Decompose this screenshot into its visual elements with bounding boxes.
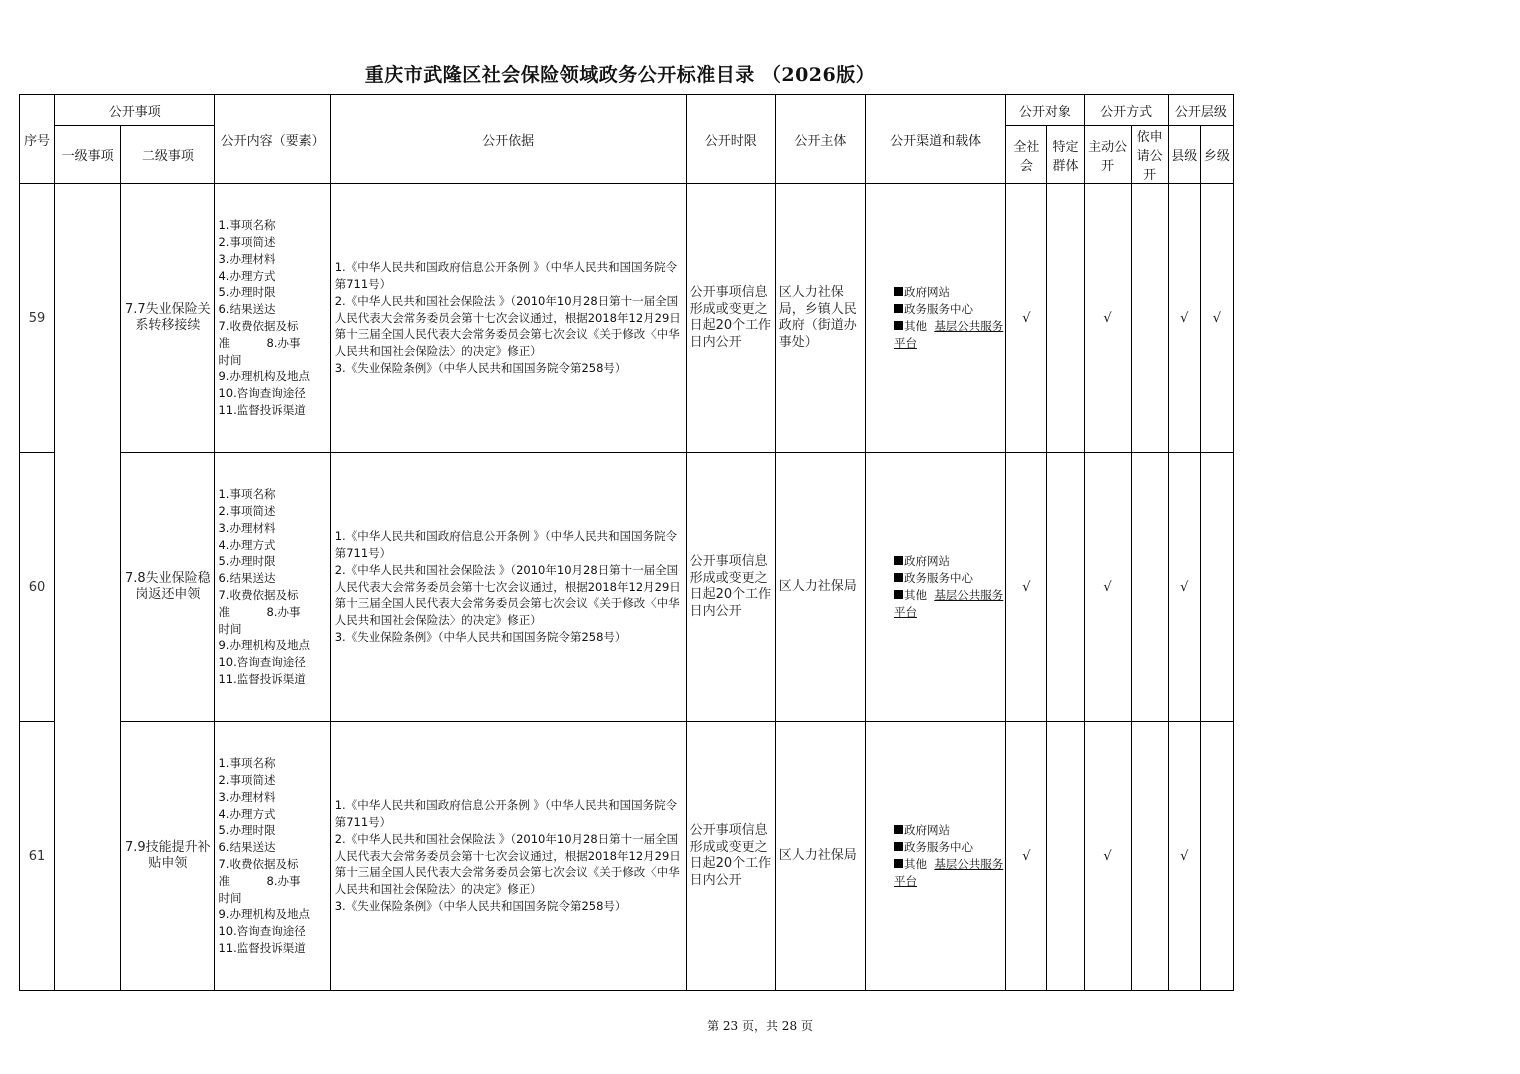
target-specific-mark	[1047, 453, 1084, 722]
element-item: 1.事项名称	[218, 487, 276, 502]
channel-other-label: 其他	[904, 588, 927, 602]
element-item: 10.咨询查询途径	[218, 386, 306, 401]
header-matters: 公开事项	[55, 95, 215, 126]
element-item: 3.办理材料	[218, 789, 276, 804]
element-item: 准 8.办事	[218, 873, 301, 888]
method-apply-mark	[1131, 184, 1168, 453]
row-seq: 61	[20, 722, 55, 991]
channel-item: 政务服务中心	[904, 840, 973, 855]
level1-cell	[55, 184, 121, 991]
checkbox-filled-icon	[894, 825, 903, 834]
header-method-active: 主动公开	[1084, 126, 1131, 184]
level-county-mark: √	[1168, 453, 1200, 722]
element-item: 3.办理材料	[218, 251, 276, 266]
element-item: 11.监督投诉渠道	[218, 940, 306, 955]
basis-item: 2.《中华人民共和国社会保险法 》（2010年10月28日第十一届全国人民代表大会常务委员会第十七次会议通过，根据2018年12月29日第十三届全国人民代表大会常务委员会第七次会议《关于修改〈中华人民共和国社会保险法〉的决定》修正）	[334, 562, 681, 628]
row-subject: 区人力社保局	[775, 722, 865, 991]
checkbox-filled-icon	[894, 287, 903, 296]
element-item: 时间	[218, 621, 242, 636]
header-target-specific: 特定群体	[1047, 126, 1084, 184]
element-item: 时间	[218, 890, 242, 905]
checkbox-filled-icon	[894, 859, 903, 868]
row-seq: 59	[20, 184, 55, 453]
level-town-mark: √	[1200, 184, 1233, 453]
element-item: 3.办理材料	[218, 520, 276, 535]
basis-item: 1.《中华人民共和国政府信息公开条例 》（中华人民共和国国务院令第711号）	[334, 260, 678, 291]
element-item: 2.事项简述	[218, 504, 276, 519]
row-level2: 7.7失业保险关系转移接续	[121, 184, 215, 453]
element-item: 10.咨询查询途径	[218, 924, 306, 939]
method-apply-mark	[1131, 722, 1168, 991]
element-item: 9.办理机构及地点	[218, 907, 310, 922]
element-item: 7.收费依据及标	[218, 319, 299, 333]
element-item: 7.收费依据及标	[218, 588, 299, 602]
element-item: 4.办理方式	[218, 537, 276, 552]
basis-item: 3.《失业保险条例》（中华人民共和国国务院令第258号）	[334, 898, 627, 913]
channel-item: 政府网站	[904, 554, 950, 569]
basis-item: 1.《中华人民共和国政府信息公开条例 》（中华人民共和国国务院令第711号）	[334, 529, 678, 560]
checkbox-filled-icon	[894, 590, 903, 599]
table-row	[20, 453, 1234, 722]
channel-item: 政务服务中心	[904, 302, 973, 317]
method-active-mark: √	[1084, 184, 1131, 453]
row-subject: 区人力社保局	[775, 453, 865, 722]
channel-other: 基层公共服务平台	[894, 857, 1004, 888]
channel-other: 基层公共服务平台	[894, 319, 1004, 350]
element-item: 4.办理方式	[218, 268, 276, 283]
element-item: 6.结果送达	[218, 302, 276, 317]
element-item: 6.结果送达	[218, 840, 276, 855]
basis-item: 1.《中华人民共和国政府信息公开条例 》（中华人民共和国国务院令第711号）	[334, 798, 678, 829]
header-method-apply: 依申请公开	[1131, 126, 1168, 184]
header-basis: 公开依据	[330, 95, 686, 184]
element-item: 9.办理机构及地点	[218, 369, 310, 384]
row-basis	[330, 184, 686, 453]
row-channels	[866, 722, 1006, 991]
row-level2: 7.9技能提升补贴申领	[121, 722, 215, 991]
channel-other: 基层公共服务平台	[894, 588, 1004, 619]
element-item: 5.办理时限	[218, 823, 276, 838]
element-item: 准 8.办事	[218, 604, 301, 619]
target-all-mark: √	[1006, 722, 1047, 991]
row-channels	[866, 453, 1006, 722]
row-channels	[866, 184, 1006, 453]
header-time-limit: 公开时限	[686, 95, 775, 184]
basis-item: 2.《中华人民共和国社会保险法 》（2010年10月28日第十一届全国人民代表大会常务委员会第十七次会议通过，根据2018年12月29日第十三届全国人民代表大会常务委员会第七次会议《关于修改〈中华人民共和国社会保险法〉的决定》修正）	[334, 831, 681, 897]
row-time-limit: 公开事项信息形成或变更之日起20个工作日内公开	[686, 453, 775, 722]
level-town-mark	[1200, 722, 1233, 991]
method-apply-mark	[1131, 453, 1168, 722]
checkbox-filled-icon	[894, 573, 903, 582]
element-item: 1.事项名称	[218, 756, 276, 771]
element-item: 时间	[218, 352, 242, 367]
element-item: 9.办理机构及地点	[218, 638, 310, 653]
header-level-county: 县级	[1168, 126, 1200, 184]
channel-item: 政务服务中心	[904, 571, 973, 586]
header-target-all: 全社会	[1006, 126, 1047, 184]
target-all-mark: √	[1006, 453, 1047, 722]
table-row	[20, 722, 1234, 991]
page-title: 重庆市武隆区社会保险领域政务公开标准目录 （2026版）	[364, 64, 876, 86]
level-county-mark: √	[1168, 722, 1200, 991]
header-level2: 二级事项	[121, 126, 215, 184]
target-specific-mark	[1047, 722, 1084, 991]
page-footer: 第 23 页，共 28 页	[707, 1019, 813, 1033]
row-elements	[215, 453, 330, 722]
channel-item: 政府网站	[904, 823, 950, 838]
basis-item: 2.《中华人民共和国社会保险法 》（2010年10月28日第十一届全国人民代表大会常务委员会第十七次会议通过，根据2018年12月29日第十三届全国人民代表大会常务委员会第七次会议《关于修改〈中华人民共和国社会保险法〉的决定》修正）	[334, 293, 681, 359]
row-elements	[215, 184, 330, 453]
element-item: 2.事项简述	[218, 773, 276, 788]
element-item: 4.办理方式	[218, 806, 276, 821]
element-item: 2.事项简述	[218, 235, 276, 250]
row-level2: 7.8失业保险稳岗返还申领	[121, 453, 215, 722]
method-active-mark: √	[1084, 722, 1131, 991]
row-subject: 区人力社保局，乡镇人民政府（街道办事处）	[775, 184, 865, 453]
element-item: 11.监督投诉渠道	[218, 671, 306, 686]
element-item: 5.办理时限	[218, 554, 276, 569]
header-content: 公开内容（要素）	[215, 95, 330, 184]
checkbox-filled-icon	[894, 842, 903, 851]
row-elements	[215, 722, 330, 991]
row-basis	[330, 453, 686, 722]
element-item: 准 8.办事	[218, 335, 301, 350]
target-specific-mark	[1047, 184, 1084, 453]
header-target: 公开对象	[1006, 95, 1084, 126]
header-subject: 公开主体	[775, 95, 865, 184]
checkbox-filled-icon	[894, 304, 903, 313]
level-county-mark: √	[1168, 184, 1200, 453]
checkbox-filled-icon	[894, 321, 903, 330]
basis-item: 3.《失业保险条例》（中华人民共和国国务院令第258号）	[334, 360, 627, 375]
header-level: 公开层级	[1168, 95, 1233, 126]
element-item: 11.监督投诉渠道	[218, 402, 306, 417]
header-method: 公开方式	[1084, 95, 1168, 126]
catalog-table	[19, 94, 1234, 991]
row-time-limit: 公开事项信息形成或变更之日起20个工作日内公开	[686, 184, 775, 453]
row-seq: 60	[20, 453, 55, 722]
channel-other-label: 其他	[904, 857, 927, 871]
basis-item: 3.《失业保险条例》（中华人民共和国国务院令第258号）	[334, 629, 627, 644]
level-town-mark	[1200, 453, 1233, 722]
element-item: 7.收费依据及标	[218, 857, 299, 871]
row-time-limit: 公开事项信息形成或变更之日起20个工作日内公开	[686, 722, 775, 991]
checkbox-filled-icon	[894, 556, 903, 565]
target-all-mark: √	[1006, 184, 1047, 453]
header-seq: 序号	[20, 95, 55, 184]
element-item: 1.事项名称	[218, 218, 276, 233]
channel-other-label: 其他	[904, 319, 927, 333]
method-active-mark: √	[1084, 453, 1131, 722]
header-level1: 一级事项	[55, 126, 121, 184]
header-channels: 公开渠道和载体	[866, 95, 1006, 184]
element-item: 5.办理时限	[218, 285, 276, 300]
header-level-town: 乡级	[1200, 126, 1233, 184]
row-basis	[330, 722, 686, 991]
element-item: 10.咨询查询途径	[218, 655, 306, 670]
channel-item: 政府网站	[904, 285, 950, 300]
element-item: 6.结果送达	[218, 571, 276, 586]
table-row	[20, 184, 1234, 453]
